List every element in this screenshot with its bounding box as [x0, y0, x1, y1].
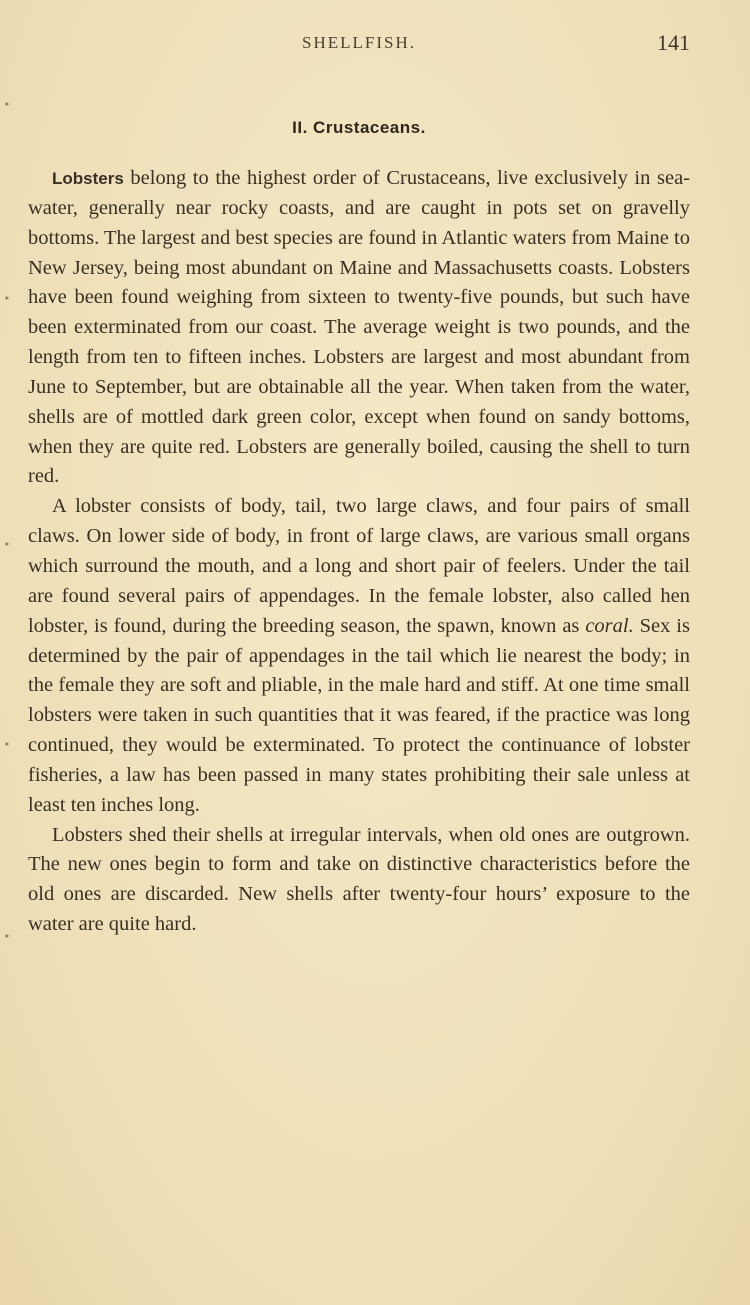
book-page — [28, 0, 690, 1305]
body-text — [28, 164, 690, 940]
section-heading: II. Crustaceans. — [292, 118, 426, 137]
page-number: 141 — [657, 30, 690, 55]
paragraph-text: Sex is determined by the pair of appendages in the tail which lie nearest the body; in the female they are soft and pliable, in the male hard and stiff. At one time small lobsters were taken in such quantities that it was feared, if the practice was long continued, they would be exterminated. To protect the continuance of lobster fisheries, a law has been passed in many states prohibiting their sale unless at least ten inches long. — [28, 614, 690, 816]
margin-mark: ‣ — [4, 738, 11, 751]
paragraph-lobster-anatomy — [28, 492, 690, 820]
italic-term: coral. — [585, 614, 634, 637]
margin-mark: ‣ — [4, 98, 11, 111]
paragraph-text: Lobsters shed their shells at irregular intervals, when old ones are outgrown. The new ones begin to form and take on distinctive characteristics before the old ones are discarded. New shells after twenty-four hours’ exposure to the water are quite hard. — [28, 823, 690, 936]
running-title: SHELLFISH. — [302, 33, 416, 52]
paragraph-shell-shedding — [28, 821, 690, 940]
margin-mark: ‣ — [4, 292, 11, 305]
margin-mark: ‣ — [4, 930, 11, 943]
paragraph-text: belong to the highest order of Crustaceans, live exclusively in sea-water, generally near rocky coasts, and are caught in pots set on gravelly bottoms. The largest and best species are found in Atlantic waters from Maine to New Jersey, being most abundant on Maine and Massachusetts coasts. Lobsters have been found weighing from sixteen to twenty-five pounds, but such have been exterminated from our coast. The average weight is two pounds, and the length from ten to fifteen inches. Lobsters are largest and most abundant from June to September, but are obtainable all the year. When taken from the water, shells are of mottled dark green color, except when found on sandy bottoms, when they are quite red. Lobsters are generally boiled, causing the shell to turn red. — [28, 167, 690, 488]
running-head — [28, 30, 690, 56]
paragraph-text: A lobster consists of body, tail, two large claws, and four pairs of small claws. On lower side of body, in front of large claws, are various small organs which surround the mouth, and a long and short pair of feelers. Under the tail are found several pairs of appendages. In the female lobster, also called hen lobster, is found, during the breeding season, the spawn, known as — [28, 495, 690, 637]
paragraph-lobsters-intro — [28, 164, 690, 492]
margin-mark: ‣ — [4, 538, 11, 551]
run-in-heading: Lobsters — [52, 169, 124, 188]
